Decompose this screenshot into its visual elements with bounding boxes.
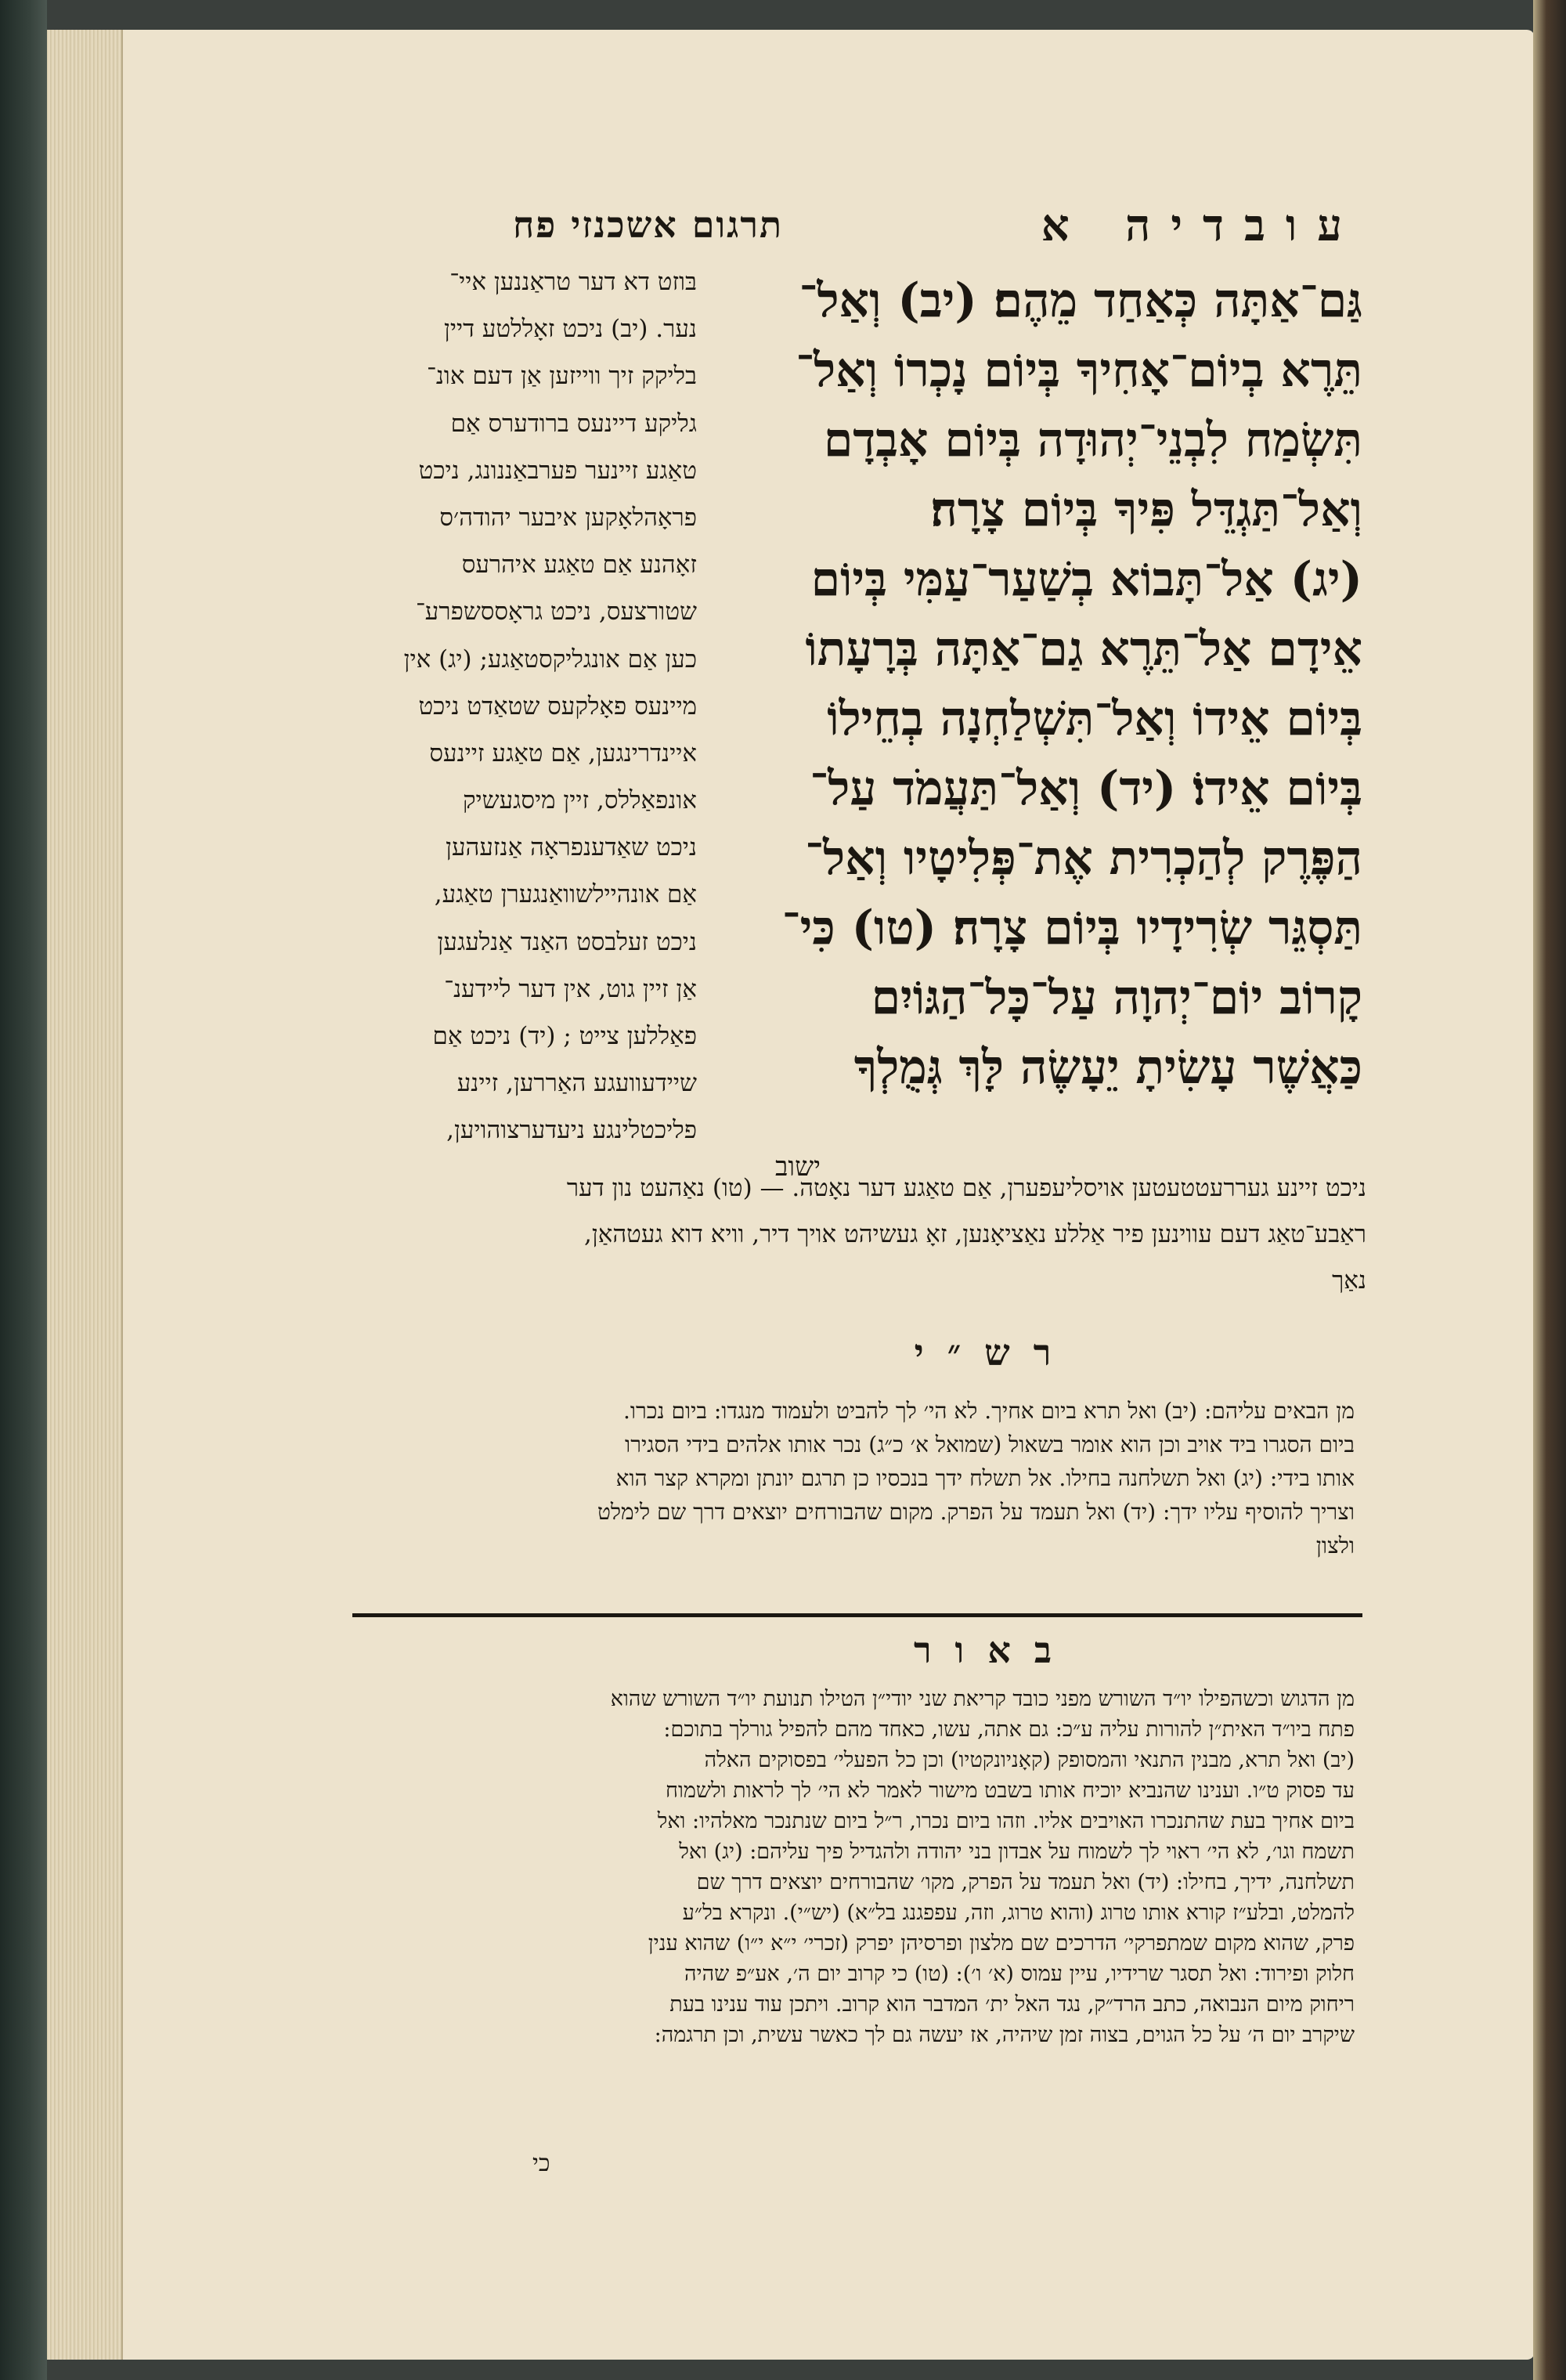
hebrew-line: גַּם־אַתָּה כְּאַחַד מֵהֶם׃ (יב) וְאַל־ bbox=[799, 273, 1362, 328]
targum-line: מיינעס פאָלקעס שטאַדט ניכט bbox=[418, 692, 697, 721]
targum-line: אונפאַללס, זיין מיסגעשיק bbox=[462, 786, 697, 815]
targum-line: פליכטלינגע ניעדערצוהויען, bbox=[446, 1116, 697, 1145]
biur-line: עד פסוק ט״ו. וענינו שהנביא יוכיח אותו בשבט מישור לאמר לא הי׳ לך לראות ולשמוח bbox=[665, 1779, 1355, 1803]
targum-continuation bbox=[305, 1165, 1366, 1304]
biur-line: ביום אחיך בעת שהתנכרו האויבים אליו. וזהו ביום נכרו, ר״ל ביום שנתנכר מאלהיו: ואל bbox=[657, 1809, 1355, 1833]
targum-column bbox=[305, 258, 697, 1154]
rashi-line: ולצון bbox=[1315, 1533, 1355, 1558]
hebrew-line: אֵידָם אַל־תֵּרֶא גַם־אַתָּה בְּרָעָתוֹ bbox=[805, 622, 1362, 677]
hebrew-line: בְּיוֹם אֵידוֹ׃ (יד) וְאַל־תַּעֲמֹד עַל־ bbox=[810, 761, 1362, 816]
targum-line: ניכט שאַדענפראָה אַנזעהען bbox=[446, 833, 697, 862]
targum-line: פראָהלאָקען איבער יהודה׳ס bbox=[439, 503, 697, 532]
hebrew-line: בְּיוֹם אֵידוֹ וְאַל־תִּשְׁלַחְנָה בְחֵילוֹ bbox=[827, 692, 1362, 746]
biur-line: תשמח וגו׳, לא הי׳ ראוי לך לשמוח על אבדון בני יהודה ולהגדיל פיך עליהם: (יג) ואל bbox=[679, 1840, 1355, 1864]
hebrew-line: תִּשְׂמַח לִבְנֵי־יְהוּדָה בְּיוֹם אָבְדָם bbox=[823, 413, 1362, 468]
rashi-line: ביום הסגרו ביד אויב וכן הוא אומר בשאול (שמואל א׳ כ״ג) נכר אותו אלהים בידי הסגירו bbox=[625, 1432, 1355, 1457]
biur-line: ריחוק מיום הנבואה, כתב הרד״ק, נגד האל ית׳ המדבר הוא קרוב. ויתכן עוד ענינו בעת bbox=[669, 1992, 1355, 2017]
hebrew-line: תֵּרֶא בְיוֹם־אָחִיךָ בְּיוֹם נָכְרוֹ וְאַל־ bbox=[796, 343, 1362, 398]
targum-line: ניכט זעלבסט האַנד אַנלעגען bbox=[437, 927, 697, 956]
biur-commentary bbox=[305, 1684, 1355, 2050]
targum-cont-line: ראַבע־טאַג דעם עווינען פיר אַללע נאַציאָנען, זאָ געשיהט אויך דיר, וויא דוא געטהאַן, bbox=[583, 1220, 1366, 1248]
biur-line: (יב) ואל תרא, מבנין התנאי והמסופק (קאָניונקטיו) וכן כל הפעלי׳ בפסוקים האלה bbox=[704, 1748, 1355, 1772]
running-header-book: עובדיה א bbox=[1041, 200, 1362, 251]
facing-page-edge bbox=[1533, 0, 1566, 2380]
targum-line: שיידעוועגע האַררען, זיינע bbox=[456, 1069, 697, 1098]
biur-line: שיקרב יום ה׳ על כל הגוים, בצוה זמן שיהיה, אז יעשה גם לך כאשר עשית, וכן תרגמה: bbox=[654, 2023, 1355, 2047]
book-page bbox=[125, 39, 1527, 2349]
biur-line: מן הדגוש וכשהפילו יו״ד השורש מפני כובד קריאת שני יודי״ן הטילו תנועת יו״ד השורש שהוא bbox=[610, 1687, 1355, 1711]
hebrew-line: וְאַל־תַּגְדֵּל פִּיךָ בְּיוֹם צָרָה׃ bbox=[930, 482, 1362, 537]
rashi-line: מן הבאים עליהם: (יב) ואל תרא ביום אחיך. לא הי׳ לך להביט ולעמוד מנגדו: ביום נכרו. bbox=[622, 1398, 1355, 1424]
hebrew-line: (יג) אַל־תָּבוֹא בְשַׁעַר־עַמִּי בְּיוֹם bbox=[810, 552, 1362, 607]
biur-line: חלוק ופירוד: ואל תסגר שרידיו, עיין עמוס (א׳ ו׳): (טו) כי קרוב יום ה׳, אע״פ שהיה bbox=[684, 1962, 1355, 1986]
page-catchword: כי bbox=[532, 2150, 550, 2177]
targum-cont-line: נאַך bbox=[1332, 1266, 1366, 1295]
targum-line: פאַללען צייט ; (יד) ניכט אַם bbox=[432, 1022, 697, 1050]
rashi-heading: רש״י bbox=[914, 1331, 1075, 1374]
biur-heading: באור bbox=[913, 1629, 1076, 1671]
targum-line: איינדרינגען, אַם טאַגע זיינעס bbox=[429, 739, 697, 767]
page-stack-edges bbox=[47, 30, 123, 2360]
targum-line: כען אַם אונגליקסטאַגע; (יג) אין bbox=[403, 645, 697, 674]
hebrew-line: קָרוֹב יוֹם־יְהוָה עַל־כָּל־הַגּוֹיִם bbox=[871, 970, 1362, 1025]
targum-line: אַם אונהיילשוואַנגערן טאַגע, bbox=[434, 880, 697, 909]
targum-line: טאַגע זיינער פערבאַננונג, ניכט bbox=[418, 456, 697, 485]
hebrew-line: תַּסְגֵּר שְׂרִידָיו בְּיוֹם צָרָה׃ (טו) כִּי־ bbox=[781, 901, 1362, 955]
targum-line: נער. (יב) ניכט זאָללטע דיין bbox=[443, 315, 697, 344]
targum-line: גליקע דיינעס ברודערס אַם bbox=[450, 409, 697, 438]
running-header-targum: תרגום אשכנזי פח bbox=[512, 204, 783, 246]
biur-line: פרק, שהוא מקום שמתפרקי׳ הדרכים שם מלצון ופרסיהן יפרק (זכרי׳ י״א י״ו) שהוא ענין bbox=[648, 1931, 1355, 1956]
rashi-line: וצריך להוסיף עליו ידך: (יד) ואל תעמד על הפרק. מקום שהבורחים יוצאים דרך שם לימלט bbox=[597, 1499, 1355, 1525]
targum-cont-line: ניכט זיינע געררעטטעטען אויסליעפערן, אַם טאַגע דער נאָטה. — (טו) נאַהעט נון דער bbox=[566, 1174, 1366, 1202]
hebrew-line: כַּאֲשֶׁר עָשִׂיתָ יֵעָשֶׂה לָּךְ גְּמֻלְךָ bbox=[853, 1040, 1362, 1095]
biur-line: להמלט, ובלע״ז קורא אותו טרוג (והוא טרוג, וזה, עפפגנג בל״א) (יש״י). ונקרא בל״ע bbox=[682, 1901, 1355, 1925]
targum-line: אַן זיין גוט, אין דער ליידענ־ bbox=[444, 974, 697, 1003]
targum-line: בּוזט דא דער טראַננען איי־ bbox=[449, 268, 697, 296]
rashi-line: אותו בידי: (יג) ואל תשלחנה בחילו. אל תשלח ידך בנכסיו כן תרגם יונתן ומקרא קצר הוא bbox=[615, 1465, 1355, 1491]
hebrew-line: הַפֶּרֶק לְהַכְרִית אֶת־פְּלִיטָיו וְאַל־ bbox=[805, 831, 1362, 886]
section-divider bbox=[352, 1613, 1362, 1617]
rashi-commentary bbox=[305, 1394, 1355, 1562]
biur-line: פתח ביו״ד האית״ן להורות עליה ע״כ: גם אתה, עשו, כאחד מהם להפיל גורלך בתוכם: bbox=[663, 1717, 1355, 1742]
hebrew-catchword: ישוב bbox=[775, 1151, 821, 1183]
book-spine-edge bbox=[0, 0, 47, 2380]
hebrew-text-column bbox=[720, 266, 1362, 1103]
biur-line: תשלחנה, ידיך, בחילו: (יד) ואל תעמד על הפרק, מקו׳ שהבורחים יוצאים דרך שם bbox=[696, 1870, 1355, 1894]
targum-line: שטורצעס, ניכט גראָססשפרע־ bbox=[415, 598, 697, 627]
targum-line: זאָהנע אַם טאַגע איהרעס bbox=[461, 551, 697, 580]
targum-line: בליקק זיך ווייזען אַן דעם אונ־ bbox=[426, 362, 697, 391]
